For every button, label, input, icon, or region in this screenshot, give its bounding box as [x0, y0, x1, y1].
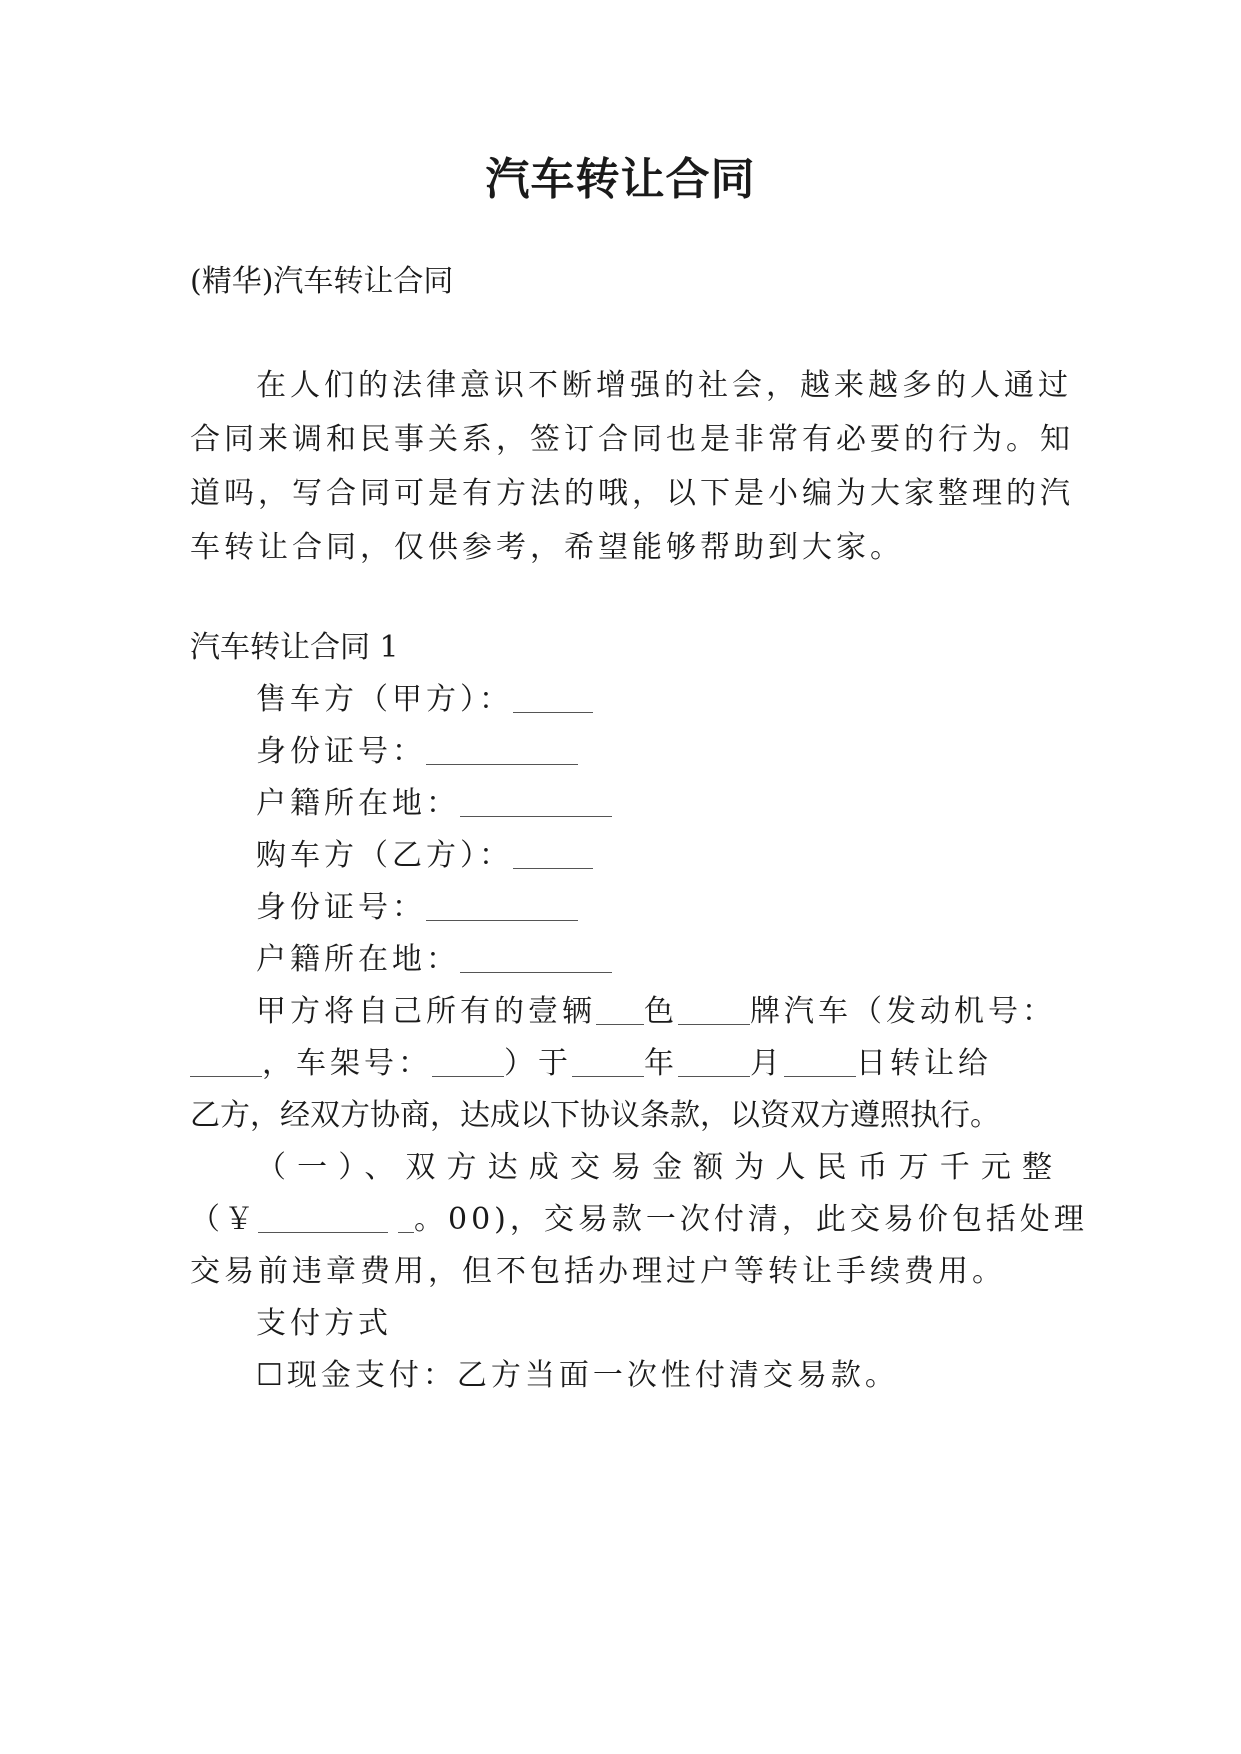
buyer-id-blank	[426, 890, 578, 921]
month-blank	[678, 1046, 750, 1077]
buyer-label: 购车方（乙方）：	[256, 838, 513, 873]
transfer-line-1	[256, 992, 1056, 1032]
transfer-text-f: 年	[644, 1046, 678, 1081]
clause1-line-2	[190, 1200, 1088, 1240]
day-blank	[784, 1046, 856, 1077]
color-blank	[596, 994, 644, 1025]
clause1-text-b: 。00)，交易款一次付清，此交易价包括处理	[414, 1202, 1088, 1237]
seller-id-field	[256, 732, 578, 772]
intro-line-3: 道吗，写合同可是有方法的哦，以下是小编为大家整理的汽	[190, 476, 1074, 511]
transfer-text-c: 牌汽车（发动机号：	[750, 994, 1056, 1029]
frame-number-blank	[432, 1046, 504, 1077]
seller-id-label: 身份证号：	[256, 734, 426, 769]
transfer-text-h: 日转让给	[856, 1046, 992, 1081]
buyer-domicile-field	[256, 940, 612, 980]
cash-payment-option: ☐现金支付：乙方当面一次性付清交易款。	[256, 1358, 899, 1393]
transfer-text-b: 色	[644, 994, 678, 1029]
seller-id-blank	[426, 734, 578, 765]
intro-line-2: 合同来调和民事关系，签订合同也是非常有必要的行为。知	[190, 422, 1074, 457]
clause1-line-3: 交易前违章费用，但不包括办理过户等转让手续费用。	[190, 1254, 1006, 1289]
amount-blank	[258, 1202, 388, 1233]
buyer-id-label: 身份证号：	[256, 890, 426, 925]
seller-blank	[513, 682, 593, 713]
clause1-text-a: （￥	[190, 1202, 258, 1237]
amount-blank-tail	[398, 1202, 414, 1233]
buyer-id-field	[256, 888, 578, 928]
transfer-text-e: ）于	[504, 1046, 572, 1081]
transfer-text-g: 月	[750, 1046, 784, 1081]
intro-line-4: 车转让合同，仅供参考，希望能够帮助到大家。	[190, 530, 904, 565]
section-heading: 汽车转让合同 1	[190, 630, 399, 665]
document-title: 汽车转让合同	[485, 154, 756, 205]
transfer-text-a: 甲方将自己所有的壹辆	[256, 994, 596, 1029]
payment-heading: 支付方式	[256, 1306, 392, 1341]
year-blank	[572, 1046, 644, 1077]
seller-field	[256, 680, 593, 720]
seller-label: 售车方（甲方）：	[256, 682, 513, 717]
brand-blank	[678, 994, 750, 1025]
seller-domicile-blank	[460, 786, 612, 817]
seller-domicile-label: 户籍所在地：	[256, 786, 460, 821]
document-subtitle: (精华)汽车转让合同	[190, 264, 454, 299]
buyer-domicile-blank	[460, 942, 612, 973]
engine-number-blank	[190, 1046, 262, 1077]
seller-domicile-field	[256, 784, 612, 824]
transfer-text-d: ，车架号：	[262, 1046, 432, 1081]
buyer-field	[256, 836, 593, 876]
buyer-domicile-label: 户籍所在地：	[256, 942, 460, 977]
transfer-line-3: 乙方，经双方协商，达成以下协议条款，以资双方遵照执行。	[190, 1098, 1000, 1133]
clause1-line-1: （一）、双方达成交易金额为人民币万千元整	[256, 1150, 1052, 1185]
transfer-line-2	[190, 1044, 992, 1084]
intro-line-1: 在人们的法律意识不断增强的社会，越来越多的人通过	[256, 368, 1072, 403]
buyer-blank	[513, 838, 593, 869]
